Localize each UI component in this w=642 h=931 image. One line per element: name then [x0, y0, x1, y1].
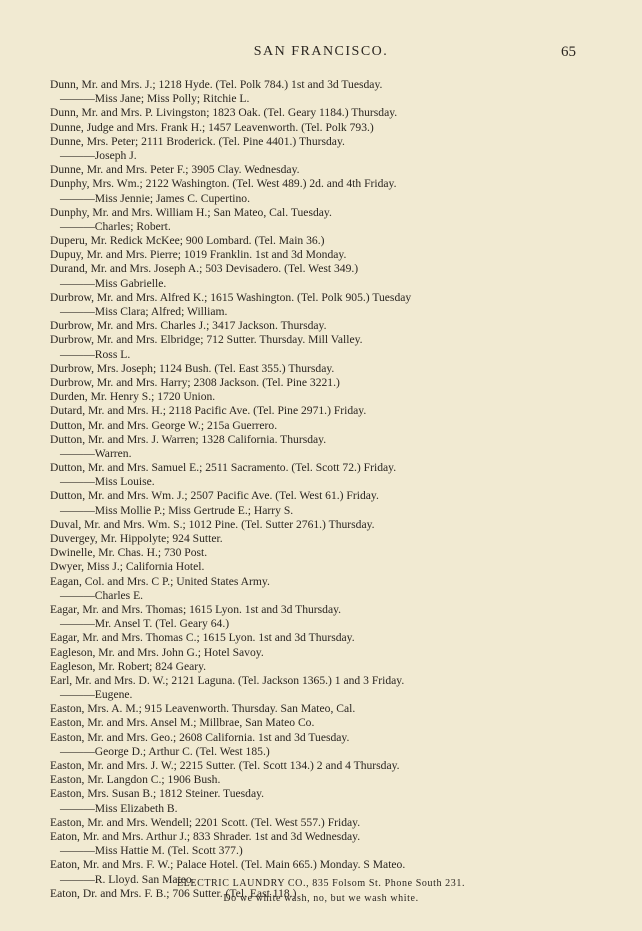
- directory-entry: Dunphy, Mr. and Mrs. William H.; San Mateo, Cal. Tuesday.: [50, 205, 332, 219]
- directory-entry: Easton, Mr. and Mrs. Geo.; 2608 California. 1st and 3d Tuesday.: [50, 730, 350, 744]
- directory-entry: Dutard, Mr. and Mrs. H.; 2118 Pacific Ave. (Tel. Pine 2971.) Friday.: [50, 404, 367, 418]
- running-title: SAN FRANCISCO.: [253, 44, 389, 59]
- directory-entry: Eagar, Mr. and Mrs. Thomas C.; 1615 Lyon. 1st and 3d Thursday.: [50, 631, 355, 645]
- directory-entry: ———Warren.: [60, 446, 132, 460]
- directory-entry: Eagar, Mr. and Mrs. Thomas; 1615 Lyon. 1st and 3d Thursday.: [50, 602, 342, 616]
- directory-entry: Dupuy, Mr. and Mrs. Pierre; 1019 Franklin. 1st and 3d Monday.: [50, 248, 347, 262]
- directory-entry: Durden, Mr. Henry S.; 1720 Union.: [50, 390, 216, 404]
- directory-entry: Earl, Mr. and Mrs. D. W.; 2121 Laguna. (Tel. Jackson 1365.) 1 and 3 Friday.: [50, 673, 405, 687]
- directory-entry: ———Joseph J.: [60, 148, 137, 162]
- directory-entry: Dunne, Judge and Mrs. Frank H.; 1457 Leavenworth. (Tel. Polk 793.): [50, 120, 374, 134]
- directory-entry: Dunphy, Mrs. Wm.; 2122 Washington. (Tel. West 489.) 2d. and 4th Friday.: [50, 177, 397, 191]
- directory-entry: Durand, Mr. and Mrs. Joseph A.; 503 Devisadero. (Tel. West 349.): [50, 262, 359, 276]
- directory-entry: ———Miss Clara; Alfred; William.: [60, 305, 228, 318]
- directory-entry: Duperu, Mr. Redick McKee; 900 Lombard. (Tel. Main 36.): [50, 234, 325, 248]
- directory-entry: Duvergey, Mr. Hippolyte; 924 Sutter.: [50, 532, 223, 545]
- directory-entry: Durbrow, Mr. and Mrs. Charles J.; 3417 Jackson. Thursday.: [50, 319, 327, 333]
- directory-entry: ———Miss Jennie; James C. Cupertino.: [60, 191, 251, 205]
- directory-entries: [50, 78, 590, 901]
- directory-entry: ———Miss Jane; Miss Polly; Ritchie L.: [60, 92, 250, 106]
- directory-entry: Eaton, Mr. and Mrs. F. W.; Palace Hotel. (Tel. Main 665.) Monday. S Mateo.: [50, 858, 406, 872]
- directory-entry: Dutton, Mr. and Mrs. J. Warren; 1328 California. Thursday.: [50, 432, 327, 446]
- directory-entry: ———Eugene.: [60, 688, 133, 702]
- directory-entry: Dunn, Mr. and Mrs. P. Livingston; 1823 Oak. (Tel. Geary 1184.) Thursday.: [50, 106, 398, 120]
- directory-entry: Easton, Mr. and Mrs. Wendell; 2201 Scott. (Tel. West 557.) Friday.: [50, 815, 361, 829]
- directory-entry: ———Miss Louise.: [60, 475, 155, 489]
- directory-entry: Eaton, Dr. and Mrs. F. B.; 706 Sutter. (Tel. East 118.): [50, 886, 297, 900]
- directory-entry: Durbrow, Mr. and Mrs. Harry; 2308 Jackson. (Tel. Pine 3221.): [50, 375, 340, 389]
- directory-entry: Dutton, Mr. and Mrs. George W.; 215a Guerrero.: [50, 418, 278, 432]
- directory-entry: Duval, Mr. and Mrs. Wm. S.; 1012 Pine. (Tel. Sutter 2761.) Thursday.: [50, 517, 375, 531]
- directory-entry: Dunne, Mrs. Peter; 2111 Broderick. (Tel. Pine 4401.) Thursday.: [50, 134, 345, 148]
- directory-entry: Eagleson, Mr. Robert; 824 Geary.: [50, 659, 207, 673]
- advertisement-footer: [0, 876, 642, 906]
- footer-line-2: Do we white wash, no, but we wash white.: [223, 893, 419, 904]
- directory-entry: Durbrow, Mr. and Mrs. Alfred K.; 1615 Washington. (Tel. Polk 905.) Tuesday: [50, 290, 412, 304]
- directory-entry: ———Mr. Ansel T. (Tel. Geary 64.): [60, 617, 230, 631]
- directory-entry: ———George D.; Arthur C. (Tel. West 185.): [60, 744, 270, 758]
- directory-entry: ———Miss Elizabeth B.: [60, 801, 178, 815]
- directory-entry: Eagleson, Mr. and Mrs. John G.; Hotel Savoy.: [50, 645, 264, 659]
- directory-entry: Dwyer, Miss J.; California Hotel.: [50, 560, 205, 574]
- directory-entry: Easton, Mr. and Mrs. J. W.; 2215 Sutter. (Tel. Scott 134.) 2 and 4 Thursday.: [50, 759, 400, 772]
- footer-line-1: ELECTRIC LAUNDRY CO., 835 Folsom St. Phone South 231.: [176, 878, 466, 889]
- directory-entry: Dutton, Mr. and Mrs. Wm. J.; 2507 Pacific Ave. (Tel. West 61.) Friday.: [50, 489, 379, 503]
- directory-entry: Dunn, Mr. and Mrs. J.; 1218 Hyde. (Tel. Polk 784.) 1st and 3d Tuesday.: [50, 78, 383, 91]
- directory-entry: Easton, Mrs. Susan B.; 1812 Steiner. Tuesday.: [50, 787, 265, 801]
- directory-entry: ———Miss Mollie P.; Miss Gertrude E.; Harry S.: [60, 503, 294, 517]
- directory-entry: ———Ross L.: [60, 347, 131, 361]
- directory-entry: Durbrow, Mr. and Mrs. Elbridge; 712 Sutter. Thursday. Mill Valley.: [50, 333, 363, 347]
- directory-entry: ———Charles E.: [60, 588, 144, 602]
- directory-entry: Dunne, Mr. and Mrs. Peter F.; 3905 Clay. Wednesday.: [50, 163, 300, 177]
- directory-entry: Easton, Mr. and Mrs. Ansel M.; Millbrae, San Mateo Co.: [50, 716, 315, 730]
- directory-entry: Eaton, Mr. and Mrs. Arthur J.; 833 Shrader. 1st and 3d Wednesday.: [50, 829, 361, 843]
- directory-entry: Durbrow, Mrs. Joseph; 1124 Bush. (Tel. East 355.) Thursday.: [50, 361, 335, 375]
- page-header: [0, 44, 642, 64]
- directory-entry: Dutton, Mr. and Mrs. Samuel E.; 2511 Sacramento. (Tel. Scott 72.) Friday.: [50, 461, 397, 475]
- directory-entry: ———R. Lloyd. San Mateo.: [60, 872, 195, 886]
- directory-entry: Dwinelle, Mr. Chas. H.; 730 Post.: [50, 546, 208, 560]
- directory-entry: Eagan, Col. and Mrs. C P.; United States Army.: [50, 574, 270, 588]
- directory-entry: ———Miss Hattie M. (Tel. Scott 377.): [60, 844, 243, 858]
- directory-entry: Easton, Mrs. A. M.; 915 Leavenworth. Thursday. San Mateo, Cal.: [50, 702, 356, 716]
- directory-entry: ———Charles; Robert.: [60, 219, 171, 233]
- directory-entry: ———Miss Gabrielle.: [60, 276, 167, 290]
- page-number: 65: [561, 44, 576, 60]
- directory-entry: Easton, Mr. Langdon C.; 1906 Bush.: [50, 773, 221, 787]
